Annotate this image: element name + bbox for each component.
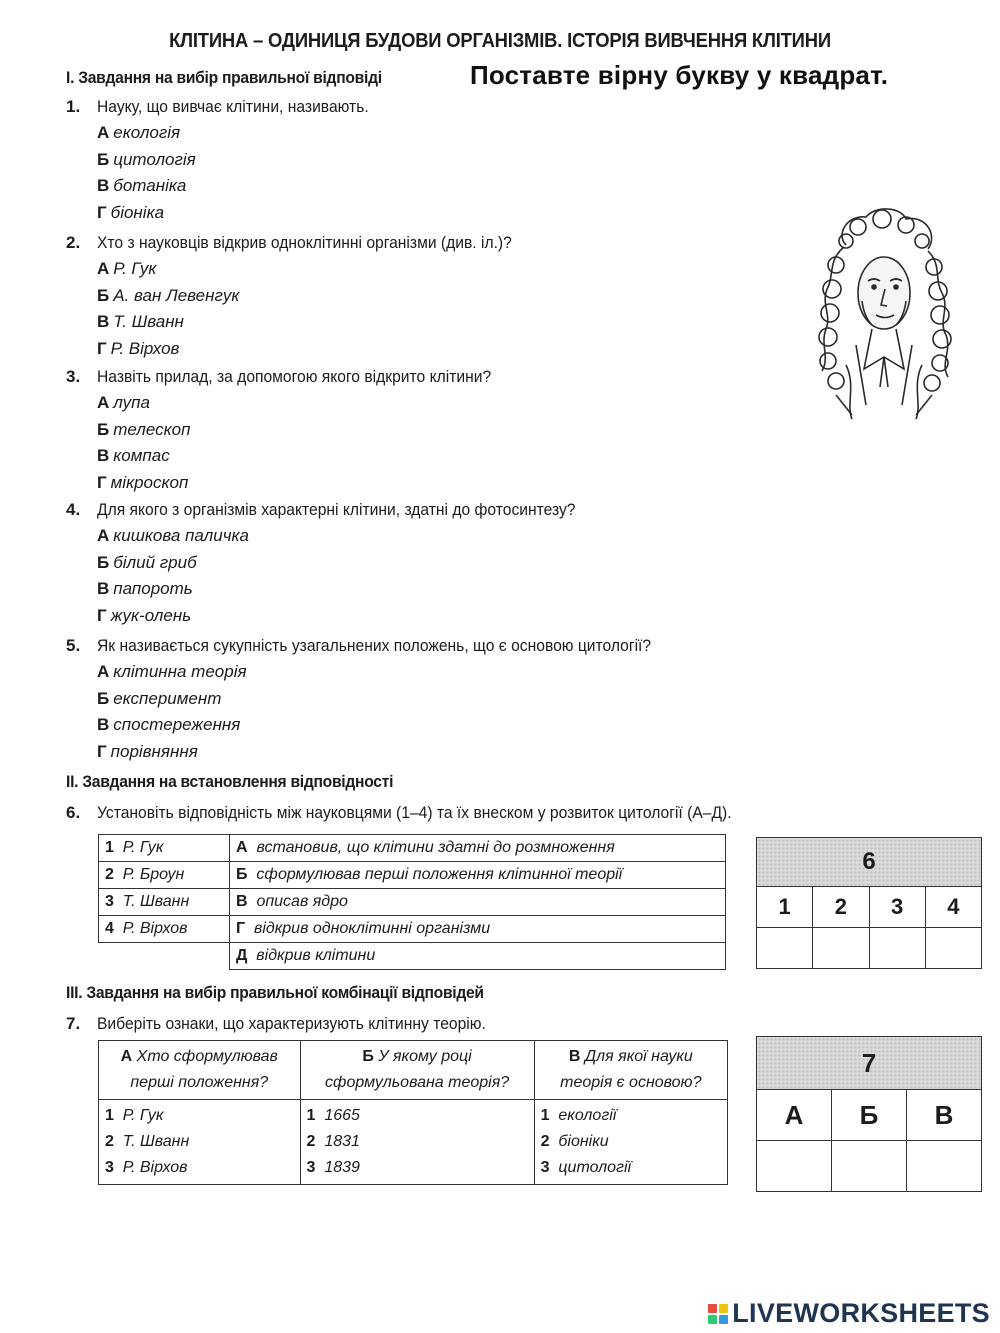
- question-4-text: Для якого з організмів характерні клітини, здатні до фотосинтезу?: [97, 500, 576, 519]
- contribution-letter: Д: [236, 947, 248, 964]
- option-letter: В: [97, 579, 110, 598]
- combination-item: [307, 1155, 528, 1181]
- question-5-option[interactable]: [97, 689, 221, 709]
- matching-row: [99, 862, 726, 889]
- contribution-cell: [230, 916, 726, 943]
- option-text: Р. Вірхов: [110, 338, 180, 358]
- contribution-letter: А: [236, 839, 248, 856]
- combination-letter: А: [120, 1048, 133, 1065]
- option-text: лупа: [113, 393, 150, 412]
- option-letter: Г: [97, 741, 107, 761]
- scientist-number: 1: [105, 839, 114, 856]
- item-number: 1: [540, 1107, 550, 1124]
- combination-item: [307, 1103, 528, 1129]
- scientist-cell: [99, 889, 230, 916]
- option-letter: А: [97, 259, 110, 278]
- option-text: Т. Шванн: [113, 312, 184, 331]
- contribution-cell: [230, 889, 726, 916]
- item-number: 2: [105, 1133, 114, 1150]
- question-5-option[interactable]: [97, 662, 247, 682]
- option-text: Р. Гук: [113, 259, 157, 278]
- contribution-cell: [230, 862, 726, 889]
- contribution-cell: [230, 943, 726, 970]
- item-text: біоніки: [558, 1133, 609, 1150]
- combination-header: [99, 1041, 301, 1100]
- question-5-option[interactable]: [97, 715, 240, 735]
- scientist-cell: [99, 916, 230, 943]
- question-3-text: Назвіть прилад, за допомогою якого відкрито клітини?: [97, 367, 492, 386]
- option-text: А. ван Левенгук: [113, 285, 240, 305]
- option-letter: В: [97, 715, 110, 734]
- brand-text: LIVEWORKSHEETS: [732, 1298, 990, 1328]
- matching-row: [99, 835, 726, 862]
- answer-box-6[interactable]: [925, 928, 981, 969]
- option-text: екологія: [113, 123, 181, 142]
- matching-row: [99, 916, 726, 943]
- item-text: цитології: [558, 1159, 632, 1176]
- combination-item: [105, 1129, 294, 1155]
- question-2-number: 2.: [66, 233, 81, 252]
- combination-q-line2: теорія є основою?: [560, 1074, 702, 1091]
- option-letter: Г: [97, 472, 107, 492]
- combination-q-line1: Хто сформулював: [136, 1048, 278, 1065]
- combination-letter: Б: [362, 1048, 374, 1065]
- question-2-option[interactable]: [97, 339, 179, 359]
- option-letter: Б: [97, 149, 110, 169]
- answer-grid-6-col: 4: [925, 887, 981, 928]
- option-text: телескоп: [113, 419, 191, 439]
- contribution-text: відкрив одноклітинні організми: [253, 920, 491, 937]
- question-7-text: Виберіть ознаки, що характеризують клітинну теорію.: [97, 1014, 486, 1033]
- leeuwenhoek-portrait: [806, 205, 956, 420]
- scientist-number: 3: [105, 893, 114, 910]
- scientist-name: Т. Шванн: [122, 893, 190, 910]
- question-2-option[interactable]: [97, 259, 156, 279]
- question-5-text: Як називається сукупність узагальнених положень, що є основою цитології?: [97, 636, 652, 655]
- question-1-option[interactable]: [97, 123, 180, 143]
- question-1-option[interactable]: [97, 203, 164, 223]
- answer-grid-7-label: 7: [757, 1037, 982, 1090]
- question-6-number: 6.: [66, 803, 81, 822]
- option-text: кишкова паличка: [113, 526, 249, 545]
- instruction-text: Поставте вірну букву у квадрат.: [470, 60, 889, 90]
- item-text: Р. Вірхов: [122, 1159, 188, 1176]
- answer-box-7[interactable]: [757, 1141, 832, 1192]
- item-number: 3: [105, 1159, 114, 1176]
- scientist-cell: [99, 835, 230, 862]
- matching-row: [99, 943, 726, 970]
- logo-squares-icon: [708, 1304, 728, 1324]
- combination-item: [105, 1103, 294, 1129]
- combination-items: [534, 1100, 727, 1185]
- combination-header: [534, 1041, 727, 1100]
- combination-table: [98, 1040, 728, 1185]
- scientist-number: 4: [105, 920, 114, 937]
- question-4-option[interactable]: [97, 579, 193, 599]
- answer-grid-7: [756, 1036, 982, 1192]
- question-2-option[interactable]: [97, 286, 239, 306]
- empty-cell: [99, 943, 230, 970]
- question-3-number: 3.: [66, 367, 81, 386]
- combination-item: [541, 1155, 721, 1181]
- option-letter: В: [97, 446, 110, 465]
- option-text: ботаніка: [113, 176, 187, 195]
- answer-grid-7-col: Б: [832, 1090, 907, 1141]
- question-3-option[interactable]: [97, 420, 190, 440]
- option-text: цитологія: [113, 149, 196, 169]
- option-text: мікроскоп: [110, 472, 189, 492]
- item-text: 1839: [324, 1159, 360, 1176]
- question-1-option[interactable]: [97, 176, 186, 196]
- option-letter: Б: [97, 285, 110, 305]
- contribution-text: описав ядро: [256, 893, 348, 910]
- scientist-name: Р. Гук: [122, 839, 164, 856]
- option-letter: А: [97, 662, 110, 681]
- question-4-option[interactable]: [97, 606, 191, 626]
- option-letter: А: [97, 123, 110, 142]
- combination-item: [541, 1129, 721, 1155]
- scientist-number: 2: [105, 866, 114, 883]
- item-number: 2: [540, 1133, 550, 1150]
- contribution-text: встановив, що клітини здатні до розмноження: [256, 839, 615, 856]
- section-3-heading: ІІІ. Завдання на вибір правильної комбінації відповідей: [66, 983, 484, 1002]
- option-letter: Г: [97, 605, 107, 625]
- option-letter: Г: [97, 338, 107, 358]
- question-3-option[interactable]: [97, 473, 188, 493]
- option-text: порівняння: [110, 741, 198, 761]
- question-1-option[interactable]: [97, 150, 196, 170]
- contribution-letter: Г: [236, 920, 246, 937]
- contribution-text: сформулював перші положення клітинної теорії: [256, 866, 623, 883]
- logo-square: [719, 1304, 728, 1313]
- answer-grid-7-col: А: [757, 1090, 832, 1141]
- combination-items: [99, 1100, 301, 1185]
- liveworksheets-logo: [708, 1298, 990, 1329]
- answer-grid-6-col: 1: [757, 887, 813, 928]
- page-title: КЛІТИНА – ОДИНИЦЯ БУДОВИ ОРГАНІЗМІВ. ІСТОРІЯ ВИВЧЕННЯ КЛІТИНИ: [169, 30, 831, 52]
- logo-square: [719, 1315, 728, 1324]
- answer-grid-6-col: 2: [813, 887, 869, 928]
- question-1-text: Науку, що вивчає клітини, називають.: [97, 97, 369, 116]
- question-7-number: 7.: [66, 1014, 81, 1033]
- option-text: жук-олень: [110, 605, 192, 625]
- option-letter: Г: [97, 202, 107, 222]
- option-text: папороть: [113, 579, 193, 598]
- question-2-text: Хто з науковців відкрив одноклітинні організми (див. іл.)?: [97, 233, 512, 252]
- option-letter: Б: [97, 419, 110, 439]
- item-text: Р. Гук: [122, 1107, 164, 1124]
- answer-box-6[interactable]: [869, 928, 925, 969]
- answer-grid-6-label: 6: [757, 838, 982, 887]
- scientist-name: Р. Броун: [122, 866, 185, 883]
- answer-box-6[interactable]: [757, 928, 813, 969]
- section-2-heading: ІІ. Завдання на встановлення відповідності: [66, 772, 394, 791]
- combination-q-line2: перші положення?: [130, 1074, 269, 1091]
- option-letter: Б: [97, 552, 110, 572]
- option-text: компас: [113, 446, 170, 465]
- contribution-letter: В: [236, 893, 248, 910]
- answer-box-7[interactable]: [906, 1141, 981, 1192]
- item-text: 1665: [324, 1107, 360, 1124]
- option-letter: В: [97, 312, 110, 331]
- combination-q-line2: сформульована теорія?: [324, 1074, 510, 1091]
- option-text: клітинна теорія: [113, 662, 247, 681]
- combination-item: [105, 1155, 294, 1181]
- answer-grid-7-col: В: [906, 1090, 981, 1141]
- answer-box-6[interactable]: [813, 928, 869, 969]
- item-number: 3: [540, 1159, 550, 1176]
- option-text: спостереження: [113, 715, 241, 734]
- combination-letter: В: [568, 1048, 581, 1065]
- option-letter: А: [97, 393, 110, 412]
- combination-item: [307, 1129, 528, 1155]
- contribution-text: відкрив клітини: [256, 947, 376, 964]
- question-5-number: 5.: [66, 636, 81, 655]
- combination-header: [300, 1041, 534, 1100]
- combination-item: [541, 1103, 721, 1129]
- item-text: 1831: [324, 1133, 360, 1150]
- item-number: 3: [306, 1159, 316, 1176]
- question-4-option[interactable]: [97, 553, 197, 573]
- scientist-name: Р. Вірхов: [122, 920, 188, 937]
- item-number: 2: [306, 1133, 316, 1150]
- item-number: 1: [306, 1107, 316, 1124]
- combination-q-line1: Для якої науки: [584, 1048, 693, 1065]
- option-letter: В: [97, 176, 110, 195]
- option-text: білий гриб: [113, 552, 197, 572]
- contribution-cell: [230, 835, 726, 862]
- contribution-letter: Б: [236, 866, 248, 883]
- combination-items: [300, 1100, 534, 1185]
- option-text: експеримент: [113, 688, 222, 708]
- logo-square: [708, 1315, 717, 1324]
- matching-row: [99, 889, 726, 916]
- question-2-option[interactable]: [97, 312, 184, 332]
- option-text: біоніка: [110, 202, 165, 222]
- item-text: Т. Шванн: [122, 1133, 190, 1150]
- item-text: екології: [558, 1107, 617, 1124]
- item-number: 1: [105, 1107, 114, 1124]
- question-4-number: 4.: [66, 500, 81, 519]
- question-1-number: 1.: [66, 97, 81, 116]
- question-4-option[interactable]: [97, 526, 249, 546]
- logo-square: [708, 1304, 717, 1313]
- answer-grid-6-col: 3: [869, 887, 925, 928]
- option-letter: Б: [97, 688, 110, 708]
- answer-box-7[interactable]: [832, 1141, 907, 1192]
- question-6-text: Установіть відповідність між науковцями (1–4) та їх внеском у розвиток цитології (А–Д).: [97, 803, 732, 822]
- scientist-cell: [99, 862, 230, 889]
- section-1-heading: І. Завдання на вибір правильної відповіді: [66, 68, 382, 87]
- option-letter: А: [97, 526, 110, 545]
- question-3-option[interactable]: [97, 446, 170, 466]
- question-3-option[interactable]: [97, 393, 150, 413]
- matching-table: [98, 834, 726, 970]
- combination-q-line1: У якому році: [378, 1048, 472, 1065]
- answer-grid-6: [756, 837, 982, 969]
- question-5-option[interactable]: [97, 742, 198, 762]
